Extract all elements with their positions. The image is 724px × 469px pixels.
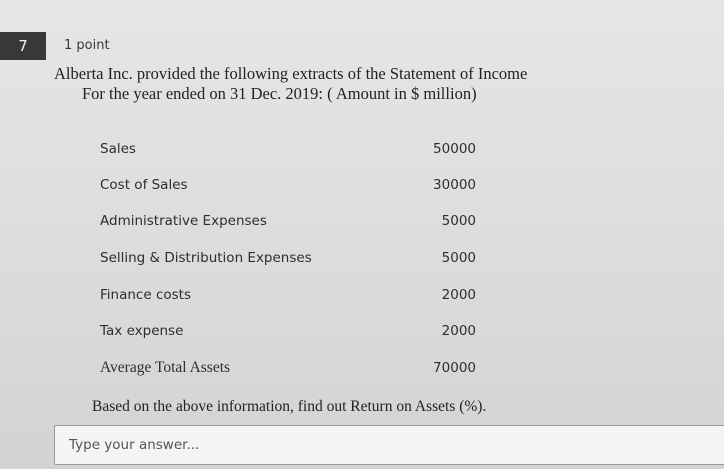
intro-line-2: For the year ended on 31 Dec. 2019: ( Amount in $ million)	[82, 84, 477, 103]
item-label: Average Total Assets	[100, 359, 231, 376]
item-label: Selling & Distribution Expenses	[100, 250, 312, 266]
item-value: 2000	[441, 287, 476, 303]
item-row-finance-costs	[100, 285, 476, 305]
item-value: 5000	[441, 213, 476, 229]
item-value: 5000	[441, 250, 476, 266]
item-row-admin-expenses	[100, 211, 476, 231]
intro-line-1: Alberta Inc. provided the following extracts of the Statement of Income	[54, 64, 528, 83]
item-label: Finance costs	[100, 287, 191, 303]
question-number: 7	[0, 32, 46, 60]
item-label: Administrative Expenses	[100, 213, 267, 229]
item-value: 2000	[441, 323, 476, 339]
item-label: Cost of Sales	[100, 177, 188, 193]
points-label: 1 point	[64, 38, 110, 53]
question-prompt: Based on the above information, find out Return on Assets (%).	[92, 398, 487, 415]
item-row-tax-expense	[100, 321, 476, 341]
item-label: Sales	[100, 141, 136, 157]
item-row-sales	[100, 139, 476, 159]
item-row-selling-distribution	[100, 248, 476, 268]
item-row-cost-of-sales	[100, 175, 476, 195]
item-row-average-total-assets	[100, 358, 476, 378]
item-label: Tax expense	[100, 323, 184, 339]
item-value: 50000	[433, 141, 476, 157]
item-value: 70000	[433, 360, 476, 376]
item-value: 30000	[433, 177, 476, 193]
answer-input[interactable]	[54, 425, 724, 465]
